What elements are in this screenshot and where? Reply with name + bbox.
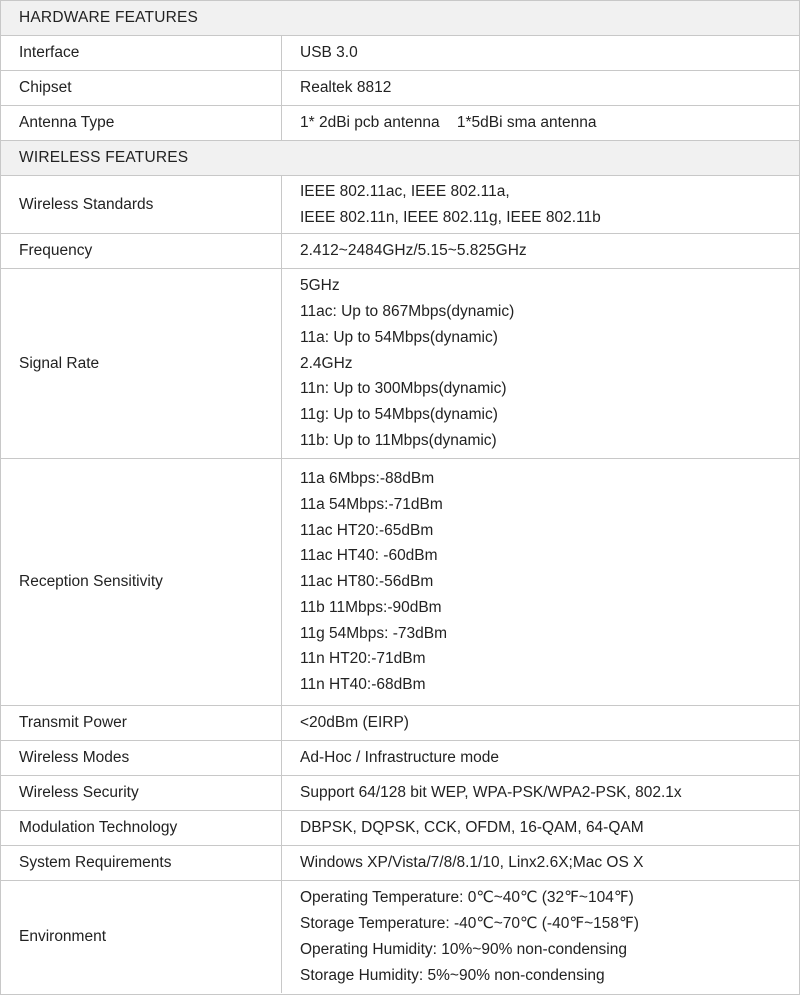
spec-value-line: 11a: Up to 54Mbps(dynamic) <box>300 328 498 346</box>
spec-label <box>1 71 282 105</box>
spec-value-line: Operating Temperature: 0℃~40℃ (32℉~104℉) <box>300 889 634 906</box>
spec-value-line: 11ac HT20:-65dBm <box>300 521 434 539</box>
spec-label <box>1 106 282 140</box>
spec-value-line: IEEE 802.11n, IEEE 802.11g, IEEE 802.11b <box>300 208 601 226</box>
spec-value-line: 11n HT20:-71dBm <box>300 650 426 668</box>
spec-label <box>1 176 282 233</box>
spec-value-text: Ad-Hoc / Infrastructure mode <box>300 749 499 766</box>
spec-label <box>1 846 282 880</box>
spec-label <box>1 36 282 70</box>
spec-label <box>1 234 282 268</box>
spec-value-line: 11ac HT40: -60dBm <box>300 547 438 565</box>
spec-value-line: 11b 11Mbps:-90dBm <box>300 598 442 616</box>
spec-value <box>282 706 799 740</box>
spec-value-line: 11a 54Mbps:-71dBm <box>300 495 443 513</box>
spec-value <box>282 459 799 705</box>
spec-value-line: 11n: Up to 300Mbps(dynamic) <box>300 380 507 398</box>
spec-label-text: Environment <box>19 928 107 945</box>
spec-row-chipset <box>1 71 799 106</box>
section-title: WIRELESS FEATURES <box>19 149 189 166</box>
spec-value-text: Realtek 8812 <box>300 79 392 96</box>
section-header-wireless <box>1 141 799 176</box>
spec-label-text: Transmit Power <box>19 714 127 731</box>
spec-row-system-requirements <box>1 846 799 881</box>
spec-value-line: 11b: Up to 11Mbps(dynamic) <box>300 431 497 449</box>
spec-label-text: Wireless Security <box>19 784 139 801</box>
spec-row-reception-sensitivity <box>1 459 799 706</box>
spec-value-text: DBPSK, DQPSK, CCK, OFDM, 16-QAM, 64-QAM <box>300 819 644 836</box>
spec-value-line: 5GHz <box>300 277 340 295</box>
spec-value-text: Windows XP/Vista/7/8/8.1/10, Linx2.6X;Mac OS X <box>300 854 644 871</box>
spec-label-text: Wireless Modes <box>19 749 130 766</box>
spec-value-line: 11ac: Up to 867Mbps(dynamic) <box>300 303 515 320</box>
spec-value-line: 11g 54Mbps: -73dBm <box>300 624 448 642</box>
spec-label <box>1 881 282 993</box>
spec-row-interface <box>1 36 799 71</box>
spec-label-text: Signal Rate <box>19 354 100 372</box>
spec-label-text: System Requirements <box>19 854 172 871</box>
spec-value-text: USB 3.0 <box>300 44 358 61</box>
spec-label-text: Interface <box>19 44 80 61</box>
spec-row-frequency <box>1 234 799 269</box>
spec-row-antenna-type <box>1 106 799 141</box>
spec-value-line: 11n HT40:-68dBm <box>300 676 426 694</box>
spec-value-line: 11g: Up to 54Mbps(dynamic) <box>300 406 498 424</box>
section-header-hardware <box>1 1 799 36</box>
spec-row-transmit-power <box>1 706 799 741</box>
spec-label <box>1 741 282 775</box>
spec-label-text: Reception Sensitivity <box>19 573 163 590</box>
spec-value <box>282 36 799 70</box>
spec-label <box>1 269 282 458</box>
spec-row-environment <box>1 881 799 993</box>
spec-value-line: Storage Humidity: 5%~90% non-condensing <box>300 967 605 984</box>
spec-label-text: Chipset <box>19 79 72 96</box>
spec-value <box>282 741 799 775</box>
spec-value-line: Operating Humidity: 10%~90% non-condensing <box>300 941 627 958</box>
spec-row-wireless-standards <box>1 176 799 234</box>
spec-value-line: 11ac HT80:-56dBm <box>300 573 434 591</box>
spec-value <box>282 234 799 268</box>
spec-row-signal-rate <box>1 269 799 459</box>
spec-value-text: 1* 2dBi pcb antenna 1*5dBi sma antenna <box>300 114 597 131</box>
spec-label-text: Modulation Technology <box>19 819 178 836</box>
spec-value-line: IEEE 802.11ac, IEEE 802.11a, <box>300 182 510 200</box>
spec-label <box>1 776 282 810</box>
spec-label-text: Wireless Standards <box>19 195 154 213</box>
spec-label-text: Frequency <box>19 242 93 259</box>
spec-label <box>1 706 282 740</box>
spec-value <box>282 106 799 140</box>
spec-value-text: 2.412~2484GHz/5.15~5.825GHz <box>300 242 527 259</box>
spec-value-text: <20dBm (EIRP) <box>300 714 409 731</box>
spec-value-text: Support 64/128 bit WEP, WPA-PSK/WPA2-PSK, 802.1x <box>300 784 682 801</box>
spec-value-line: 2.4GHz <box>300 354 353 372</box>
spec-value <box>282 776 799 810</box>
section-title: HARDWARE FEATURES <box>19 9 199 26</box>
spec-value <box>282 881 799 993</box>
spec-label <box>1 811 282 845</box>
spec-value-line: 11a 6Mbps:-88dBm <box>300 469 435 487</box>
spec-value <box>282 71 799 105</box>
spec-label-text: Antenna Type <box>19 114 115 131</box>
spec-label <box>1 459 282 705</box>
spec-row-modulation-technology <box>1 811 799 846</box>
spec-value-line: Storage Temperature: -40℃~70℃ (-40℉~158℉) <box>300 915 639 932</box>
spec-value <box>282 811 799 845</box>
spec-row-wireless-security <box>1 776 799 811</box>
spec-value <box>282 846 799 880</box>
spec-row-wireless-modes <box>1 741 799 776</box>
spec-value <box>282 269 799 458</box>
spec-value <box>282 176 799 233</box>
